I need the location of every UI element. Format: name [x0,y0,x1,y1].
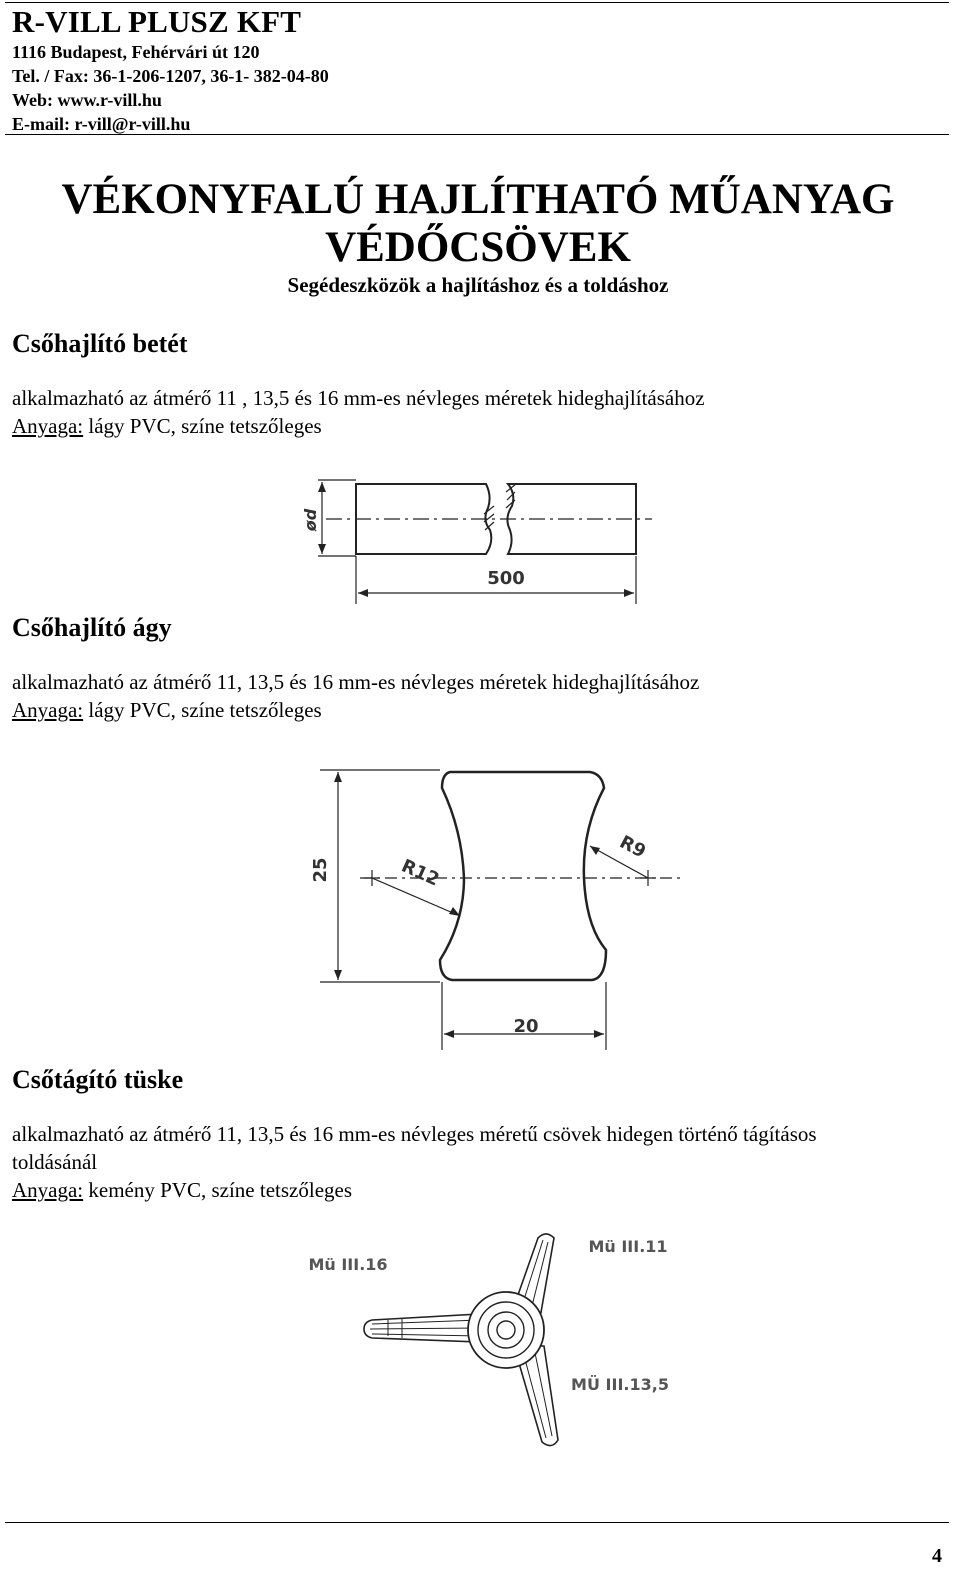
footer-rule [5,1522,949,1523]
material-label: Anyaga: [12,1178,84,1202]
page-title-line2: VÉDŐCSÖVEK [325,224,631,271]
header-bottom-rule [5,134,949,135]
material-value: kemény PVC, színe tetszőleges [83,1178,353,1202]
dim-height-label: 25 [310,857,331,883]
section-material-agy [12,696,322,724]
material-value: lágy PVC, színe tetszőleges [83,698,322,722]
dim-width-label: 20 [513,1016,539,1037]
section-heading-tuske: Csőtágító tüske [12,1065,184,1094]
material-label: Anyaga: [12,698,84,722]
section-heading-agy: Csőhajlító ágy [12,613,172,642]
page-number: 4 [932,1545,942,1567]
figure-pipe-insert [296,472,680,608]
figure-expander-mandrel [290,1228,690,1460]
dim-length-label: 500 [487,568,525,589]
section-description-betet: alkalmazható az átmérő 11 , 13,5 és 16 mm-es névleges méretek hideghajlításához [12,386,705,410]
radius-right-label: R9 [616,831,650,863]
section-heading-betet: Csőhajlító betét [12,329,188,358]
section-material-betet [12,412,322,440]
company-web: Web: www.r-vill.hu [12,90,162,110]
company-name: R-VILL PLUSZ KFT [12,4,302,39]
page-subtitle: Segédeszközök a hajlításhoz és a toldáshoz [287,273,669,297]
section-description-tuske-1: alkalmazható az átmérő 11, 13,5 és 16 mm-es névleges méretű csövek hidegen történő tágításos [12,1122,817,1146]
section-material-tuske [12,1176,352,1204]
mandrel-label-16: Mü III.16 [308,1255,388,1274]
company-email: E-mail: r-vill@r-vill.hu [12,114,191,134]
figure-bending-bed [300,760,690,1060]
material-label: Anyaga: [12,414,84,438]
company-phone: Tel. / Fax: 36-1-206-1207, 36-1- 382-04-80 [12,66,329,86]
mandrel-label-11: Mü III.11 [588,1237,668,1256]
header-top-rule [5,2,949,3]
material-value: lágy PVC, színe tetszőleges [83,414,322,438]
dim-diameter-label: ød [301,508,320,532]
mandrel-label-13-5: MÜ III.13,5 [571,1375,669,1394]
section-description-agy: alkalmazható az átmérő 11, 13,5 és 16 mm-es névleges méretek hideghajlításához [12,670,700,694]
page-title-line1: VÉKONYFALÚ HAJLÍTHATÓ MŰANYAG [61,176,895,223]
section-description-tuske-2: toldásánál [12,1150,98,1174]
company-address: 1116 Budapest, Fehérvári út 120 [12,42,260,62]
radius-left-label: R12 [398,855,443,891]
